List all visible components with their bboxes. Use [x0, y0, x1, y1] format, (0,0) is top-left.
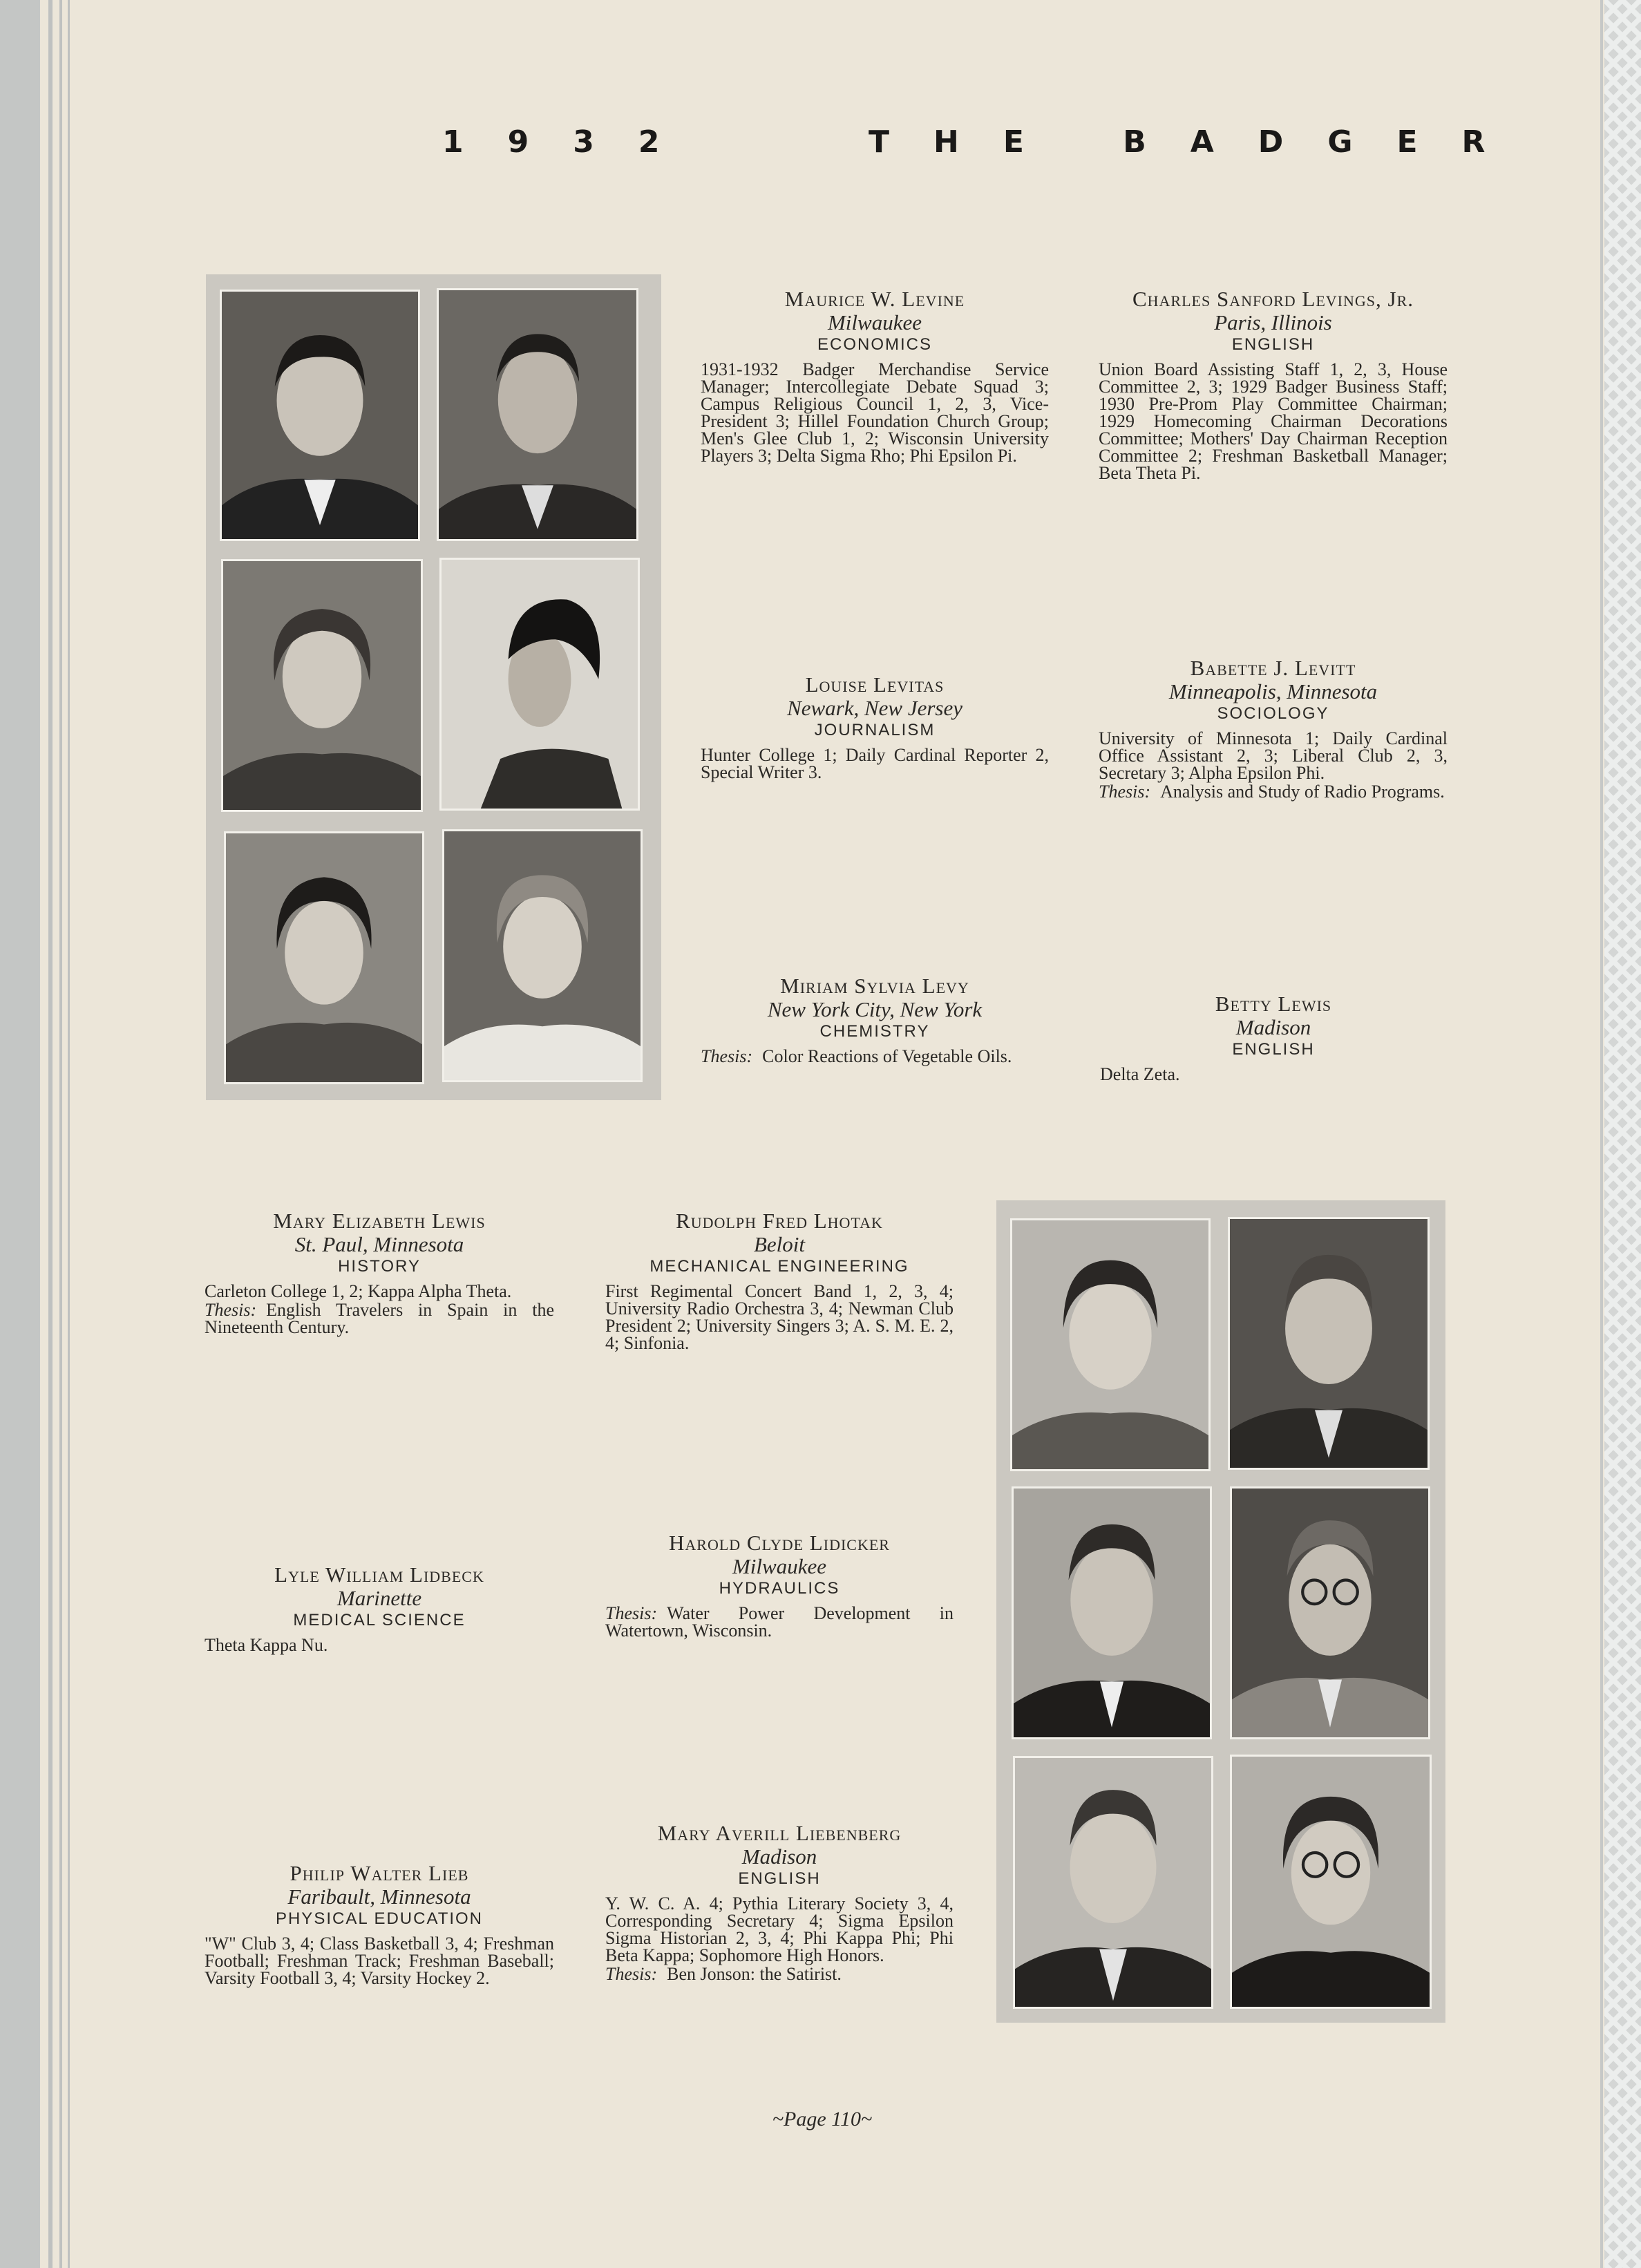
student-major: JOURNALISM: [814, 721, 936, 739]
student-thesis: [1099, 783, 1448, 800]
thesis-title: Analysis and Study of Radio Programs.: [1160, 782, 1445, 802]
student-name: Lyle William Lidbeck: [274, 1562, 484, 1587]
student-major: ENGLISH: [738, 1869, 821, 1888]
student-city: Faribault, Minnesota: [287, 1884, 471, 1909]
header-year: 1932: [442, 124, 704, 160]
binding-rule: [68, 0, 70, 2268]
student-city: New York City, New York: [767, 997, 983, 1021]
student-activities: First Regimental Concert Band 1, 2, 3, 4; University Radio Orchestra 3, 4; Newman Club President 2; University Singers 3; A. S. M. E. 2, 4; Sinfonia.: [605, 1281, 954, 1353]
thesis-title: Water Power Development in Watertown, Wisconsin.: [605, 1603, 954, 1641]
student-major: CHEMISTRY: [819, 1022, 930, 1041]
portrait-photo: [1010, 1218, 1211, 1471]
student-major: PHYSICAL EDUCATION: [275, 1909, 484, 1928]
entry-levine: [701, 287, 1049, 464]
portrait-photo: [437, 288, 638, 541]
student-city: Minneapolis, Minnesota: [1168, 679, 1378, 703]
student-activities: University of Minnesota 1; Daily Cardinal Office Assistant 2, 3; Liberal Club 2, 3, Secretary 3; Alpha Epsilon Phi.: [1099, 728, 1448, 783]
entry-lidbeck: [205, 1563, 554, 1654]
student-thesis: [605, 1965, 954, 1983]
student-name: Mary Averill Liebenberg: [657, 1821, 902, 1845]
thesis-label: Thesis:: [1099, 782, 1151, 802]
portrait-photo: [1012, 1486, 1212, 1739]
student-activities: Hunter College 1; Daily Cardinal Reporter 2, Special Writer 3.: [701, 745, 1049, 782]
thesis-label: Thesis:: [605, 1964, 658, 1984]
student-name: Maurice W. Levine: [784, 287, 965, 311]
student-name: Philip Walter Lieb: [290, 1861, 469, 1885]
student-activities: Carleton College 1, 2; Kappa Alpha Theta.: [205, 1281, 512, 1301]
student-city: Paris, Illinois: [1214, 310, 1332, 334]
student-city: Marinette: [336, 1586, 422, 1610]
photo-panel-bottom: [996, 1200, 1445, 2023]
student-major: MEDICAL SCIENCE: [293, 1611, 466, 1629]
student-major: SOCIOLOGY: [1217, 704, 1329, 723]
portrait-photo: [221, 559, 423, 812]
student-activities: Union Board Assisting Staff 1, 2, 3, House Committee 2, 3; 1929 Badger Business Staff; 1930 Pre-Prom Play Committee Chairman; 1929 Homecoming Chairman Decorations Committee; Mothers' Day Chairman Reception Committee 2; Freshman Basketball Manager; Beta Theta Pi.: [1099, 359, 1448, 483]
portrait-photo: [1230, 1486, 1430, 1739]
edge-rule: [1600, 0, 1603, 2268]
student-city: Beloit: [753, 1232, 806, 1256]
thesis-title: English Travelers in Spain in the Nineteenth Century.: [205, 1300, 554, 1337]
thesis-label: Thesis:: [205, 1300, 257, 1320]
student-activities: Y. W. C. A. 4; Pythia Literary Society 3, 4, Corresponding Secretary 4; Sigma Epsilon Sigma Historian 2, 3, 4; Phi Kappa Phi; Phi Beta Kappa; Sophomore High Honors.: [605, 1893, 954, 1965]
student-city: Madison: [1235, 1015, 1311, 1039]
thesis-label: Thesis:: [605, 1603, 658, 1623]
portrait-photo: [1230, 1755, 1432, 2009]
portrait-photo: [224, 831, 424, 1084]
portrait-photo: [439, 558, 640, 811]
binding-rule: [48, 0, 53, 2268]
entry-b-lewis: [1100, 992, 1447, 1083]
entry-lhotak: [605, 1209, 954, 1352]
student-major: MECHANICAL ENGINEERING: [649, 1257, 909, 1276]
student-city: Milwaukee: [732, 1554, 826, 1578]
entry-m-lewis: [205, 1209, 554, 1336]
entry-levings: [1099, 287, 1448, 482]
student-city: Madison: [741, 1844, 817, 1869]
entry-levy: [701, 974, 1049, 1065]
student-major: HISTORY: [338, 1257, 421, 1276]
student-name: Betty Lewis: [1215, 992, 1332, 1016]
entry-levitas: [701, 673, 1049, 781]
student-city: Newark, New Jersey: [787, 696, 962, 720]
entry-lidicker: [605, 1531, 954, 1639]
student-thesis: [205, 1301, 554, 1336]
student-major: HYDRAULICS: [719, 1579, 840, 1598]
entry-levitt: [1099, 656, 1448, 800]
student-activities: Delta Zeta.: [1100, 1064, 1180, 1084]
student-name: Mary Elizabeth Lewis: [273, 1209, 486, 1233]
entry-lieb: [205, 1862, 554, 1987]
student-name: Babette J. Levitt: [1190, 656, 1356, 680]
student-major: ENGLISH: [1232, 1040, 1315, 1059]
student-thesis: [605, 1605, 954, 1639]
student-major: ENGLISH: [1231, 335, 1315, 354]
entry-liebenberg: [605, 1822, 954, 1983]
student-city: St. Paul, Minnesota: [294, 1232, 464, 1256]
portrait-photo: [220, 290, 420, 541]
student-thesis: [701, 1048, 1049, 1065]
page-number: ~Page 110~: [772, 2108, 873, 2130]
decorative-edge: [1604, 0, 1641, 2268]
student-activities: "W" Club 3, 4; Class Basketball 3, 4; Freshman Football; Freshman Track; Freshman Baseball; Varsity Football 3, 4; Varsity Hockey 2.: [205, 1934, 554, 1988]
thesis-title: Ben Jonson: the Satirist.: [667, 1964, 842, 1984]
portrait-photo: [1013, 1756, 1213, 2009]
photo-panel-top: [206, 274, 661, 1100]
student-activities: 1931-1932 Badger Merchandise Service Manager; Intercollegiate Debate Squad 3; Campus Religious Council 1, 2, 3, Vice-President 3; Hillel Foundation Church Group; Men's Glee Club 1, 2; Wisconsin University Players 3; Delta Sigma Rho; Phi Epsilon Pi.: [701, 359, 1049, 466]
student-name: Charles Sanford Levings, Jr.: [1132, 287, 1414, 311]
thesis-label: Thesis:: [701, 1046, 753, 1066]
portrait-photo: [442, 829, 643, 1082]
student-name: Louise Levitas: [805, 672, 945, 697]
student-major: ECONOMICS: [817, 335, 932, 354]
student-name: Harold Clyde Lidicker: [669, 1531, 890, 1555]
student-name: Rudolph Fred Lhotak: [676, 1209, 883, 1233]
student-activities: Theta Kappa Nu.: [205, 1635, 328, 1655]
binding-rule: [59, 0, 62, 2268]
portrait-photo: [1228, 1217, 1430, 1470]
header-title: THE BADGER: [869, 124, 1530, 160]
student-name: Miriam Sylvia Levy: [780, 974, 969, 998]
binding-strip: [0, 0, 40, 2268]
student-city: Milwaukee: [827, 310, 922, 334]
thesis-title: Color Reactions of Vegetable Oils.: [762, 1046, 1012, 1066]
